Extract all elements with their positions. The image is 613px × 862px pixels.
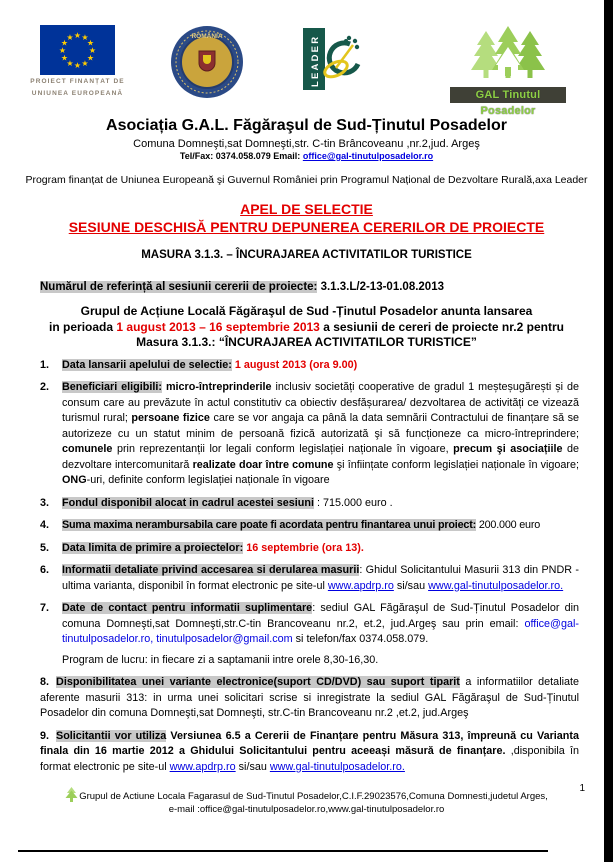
svg-text:★: ★ <box>60 38 69 48</box>
item-bold-segment: ONG <box>62 474 87 486</box>
item-segment: de dezvoltare intercomunitară <box>62 443 580 471</box>
list-item-9 <box>40 729 579 776</box>
leader-label: LEADER <box>310 34 321 87</box>
item-label: Disponibilitatea unei variante electronice(suport CD/DVD) sau suport tiparit <box>56 676 460 688</box>
gal-logo-label: GAL Tinutul Posadelor <box>450 87 566 103</box>
item-date: 16 septembrie (ora 13). <box>246 541 364 554</box>
intro-line1: Grupul de Acțiune Locală Făgăraşul de Sud -Ținutul Posadelor anunta lansarea <box>80 304 533 318</box>
contact-line <box>0 151 613 161</box>
logo-band <box>0 25 613 117</box>
item-date: 1 august 2013 (ora 9.00) <box>234 358 358 371</box>
footer-line2: e-mail :office@gal-tinutulposadelor.ro,www.gal-tinutulposadelor.ro <box>168 803 445 815</box>
telfax: Tel/Fax: 0374.058.079 <box>179 151 271 161</box>
list-item-4 <box>40 518 579 534</box>
item-text <box>62 518 579 534</box>
gal-trees-icon <box>466 25 550 81</box>
item-value: 200.000 euro <box>478 519 541 531</box>
apdrp-link[interactable]: www.apdrp.ro <box>169 760 236 773</box>
measure-heading: MASURA 3.1.3. – ÎNCURAJAREA ACTIVITATILOR TURISTICE <box>141 249 472 261</box>
item-segment: : sediul GAL Făgăraşul de Sud-Ținutul Posadelor din comuna Domneşti,sat Domneşti,str.C-tin Brancoveanu nr.2, et.2, jud.Argeş sau prin email: <box>62 602 579 630</box>
list-item-2 <box>40 380 579 489</box>
intro-line2 <box>14 320 599 336</box>
program-funding-line: Program finanțat de Uniunea Europeană şi Guvernul României prin Programul Național de Dezvoltare Rurală,axa Leader <box>25 174 588 186</box>
item-text <box>62 563 579 594</box>
svg-text:★: ★ <box>88 46 97 55</box>
eu-caption-line1: PROIECT FINANȚAT DE <box>30 78 125 85</box>
item-number: 3. <box>40 496 50 509</box>
item-bold-segment: persoane fizice <box>131 412 210 424</box>
item-segment: inclusiv societăți cooperative de gradul 1 meșteșugărești și de consum care au prevăzute în actul constitutiv ca obiectiv desfășurarea/ dezvoltarea de activități ce vizează turismul rural; <box>62 381 580 424</box>
page-footer <box>0 787 613 816</box>
item-number: 8. <box>40 676 50 688</box>
heading-sesiune: SESIUNE DESCHISĂ PENTRU DEPUNEREA CERERILOR DE PROIECTE <box>68 218 545 235</box>
item-segment: ,disponibila în format electronic pe site-ul <box>40 745 580 773</box>
svg-text:★: ★ <box>66 33 74 42</box>
footer-tree-icon <box>65 787 78 802</box>
eu-flag-icon <box>40 25 115 75</box>
item-bold-segment: Versiunea 6.5 a Cererii de Finanțare pentru Măsura 313, împreună cu Varianta finala din 16 martie 2012 a Ghidului Solicitantului pentru aceeași măsură de finanțare. <box>40 729 579 757</box>
item-text <box>62 601 579 668</box>
selection-call-heading <box>0 201 613 236</box>
item-segment: si/sau <box>238 760 267 773</box>
footer-line1-wrap <box>0 787 613 804</box>
intro-line2-pre: in perioada <box>49 319 114 334</box>
item-label: Data lansarii apelului de selectie: <box>62 358 232 371</box>
item-label: Data limita de primire a proiectelor: <box>62 541 244 554</box>
item-segment: a informatiilor detaliate aferente masurii 313: in urma unei solicitari scrise si inregistrate la sediul GAL Făgăraşul de Sud-Ținutul Posadelor din comuna Domneşti,sat Domneşti, str.C-tin Brancoveanu nr.2 ,et.2, jud.Argeş <box>40 676 579 719</box>
scan-border-bottom <box>18 850 548 852</box>
list-item-8 <box>40 675 579 722</box>
list-item-7 <box>40 601 579 668</box>
apdrp-link[interactable]: www.apdrp.ro <box>327 579 394 592</box>
item-segment: şi înființate conform legislației naționale în vigoare; <box>336 458 580 471</box>
svg-text:★: ★ <box>60 53 69 63</box>
item-bold-segment: precum şi asociațiile <box>453 443 563 455</box>
gal-site-link[interactable]: www.gal-tinutulposadelor.ro. <box>269 760 405 773</box>
item-segment: : Ghidul Solicitantului Masurii 313 din PNDR - ultima varianta, disponibil în format electronic pe site-ul <box>62 564 579 592</box>
romania-government-seal <box>170 25 244 104</box>
items-list <box>0 358 613 776</box>
scan-border-right <box>604 0 613 862</box>
working-hours: Program de lucru: in fiecare zi a saptamanii intre orele 8,30-16,30. <box>62 653 379 666</box>
item-text <box>62 541 579 557</box>
association-address: Comuna Domneşti,sat Domneşti,str. C-tin Brâncoveanu ,nr.2,jud. Argeş <box>133 138 480 150</box>
svg-text:★: ★ <box>73 61 82 70</box>
item-bold-segment: realizate doar între comune <box>192 458 334 471</box>
item-number: 2. <box>40 381 50 393</box>
item-text <box>62 496 579 512</box>
intro-paragraph <box>0 304 613 351</box>
item-number: 6. <box>40 564 50 576</box>
item-segment: prin reprezentanții lor legali conform legislației naționale în vigoare, <box>116 443 449 455</box>
item-segment: care se vor angaja ca până la data semnării Contractului de finanțare să se autorizeze cu un statut minim de persoană fizică autorizată şi să funcționeze ca micro-întreprindere; <box>62 412 579 440</box>
leader-logo <box>303 28 365 95</box>
item-label: Fondul disponibil alocat in cadrul acestei sesiuni <box>62 496 314 509</box>
item-label: Solicitantii vor utiliza <box>56 729 167 742</box>
item-label: Suma maxima nerambursabila care poate fi acordata pentru finantarea unui proiect: <box>62 519 476 531</box>
item-number: 4. <box>40 519 50 531</box>
leader-logo-icon <box>303 28 365 90</box>
svg-text:★: ★ <box>86 38 95 48</box>
item-number: 7. <box>40 602 50 614</box>
eu-flag-logo <box>30 25 125 98</box>
item-label: Beneficiari eligibili: <box>62 381 162 393</box>
page-title: Asociația G.A.L. Făgăraşul de Sud-Ținutul Posadelor <box>106 117 507 134</box>
svg-text:★: ★ <box>81 59 89 68</box>
item-text <box>62 380 579 489</box>
intro-line3: Masura 3.1.3.: “ÎNCURAJAREA ACTIVITATILOR TURISTICE” <box>136 335 477 349</box>
intro-line2-dates: 1 august 2013 – 16 septembrie 2013 <box>116 319 320 334</box>
romania-seal-label: ROMÂNIA <box>191 33 223 40</box>
gal-tinutul-posadelor-logo <box>450 25 566 117</box>
item-bold-segment: micro-întreprinderile <box>165 381 272 393</box>
item-segment: si telefon/fax 0374.058.079. <box>295 633 429 645</box>
email-link[interactable]: office@gal-tinutulposadelor.ro <box>302 151 434 161</box>
contact-email-links[interactable]: office@gal-tinutulposadelor.ro, tinutulposadelor@gmail.com <box>62 617 580 645</box>
list-item-6 <box>40 563 579 594</box>
footer-line1: Grupul de Actiune Locala Fagarasul de Sud-Tinutul Posadelor,C.I.F.29023576,Comuna Domnesti,judetul Arges, <box>79 791 548 802</box>
item-segment: -uri, definite conform legislației naționale în vigoare <box>86 474 330 486</box>
item-text <box>62 358 579 374</box>
item-label: Date de contact pentru informatii suplimentare <box>62 602 313 614</box>
item-value: : 715.000 euro . <box>316 496 393 509</box>
gal-site-link[interactable]: www.gal-tinutulposadelor.ro. <box>428 579 564 592</box>
item-number: 9. <box>40 729 50 742</box>
svg-text:★: ★ <box>81 33 89 42</box>
list-item-1 <box>40 358 579 374</box>
item-number: 5. <box>40 541 50 554</box>
svg-text:★: ★ <box>86 53 95 63</box>
page-number: 1 <box>579 783 585 794</box>
item-segment: si/sau <box>396 579 426 592</box>
romania-seal-icon <box>170 25 244 99</box>
list-item-3 <box>40 496 579 512</box>
reference-label: Numărul de referință al sesiunii cererii de proiecte: <box>40 281 318 293</box>
eu-caption-line2: UNIUNEA EUROPEANĂ <box>31 89 124 97</box>
item-number: 1. <box>40 358 50 371</box>
email-label: Email: <box>273 151 301 161</box>
svg-text:★: ★ <box>58 46 67 55</box>
reference-number-line <box>0 281 613 293</box>
intro-line2-post: a sesiunii de cereri de proiecte nr.2 pentru <box>323 319 564 334</box>
item-label: Informatii detaliate privind accesarea si derularea masurii <box>62 564 360 576</box>
list-item-5 <box>40 541 579 557</box>
svg-text:★: ★ <box>73 31 82 40</box>
item-bold-segment: comunele <box>62 443 113 455</box>
heading-apel: APEL DE SELECTIE <box>240 201 373 217</box>
reference-value: 3.1.3.L/2-13-01.08.2013 <box>320 281 444 293</box>
svg-text:★: ★ <box>66 59 74 68</box>
